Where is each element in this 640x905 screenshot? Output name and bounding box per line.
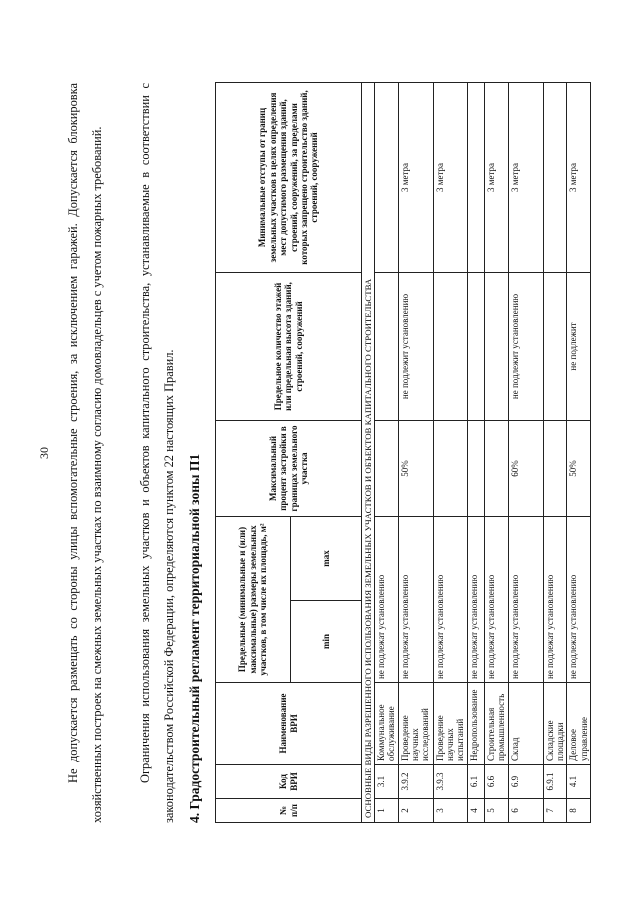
header-min: min	[291, 600, 362, 682]
table-row	[398, 82, 433, 822]
header-num: № п/п	[216, 798, 362, 822]
row-floors	[375, 272, 399, 420]
header-name: Наименование ВРИ	[216, 682, 362, 764]
row-num: 1	[375, 798, 399, 822]
row-num: 5	[484, 798, 508, 822]
page-number: 30	[37, 446, 51, 459]
row-setback: 3 метра	[484, 82, 508, 272]
row-percent: 50%	[567, 420, 591, 516]
row-size: не подлежат установлению	[567, 516, 591, 682]
row-setback: 3 метра	[567, 82, 591, 272]
row-name: Складские площадки	[543, 682, 567, 764]
rotated-page	[15, 23, 625, 883]
table-row	[484, 82, 508, 822]
row-size: не подлежат установлению	[375, 516, 399, 682]
row-floors	[467, 272, 484, 420]
row-size: не подлежат установлению	[484, 516, 508, 682]
header-percent: Максимальный процент застройки в границах земельного участка	[216, 420, 362, 516]
table-row	[567, 82, 591, 822]
row-percent: 50%	[398, 420, 433, 516]
row-name: Недропользование	[467, 682, 484, 764]
row-setback: 3 метра	[398, 82, 433, 272]
row-floors	[484, 272, 508, 420]
table-row	[467, 82, 484, 822]
row-code: 3.9.3	[433, 764, 467, 798]
row-name: Коммунальное обслуживание	[375, 682, 399, 764]
row-percent	[433, 420, 467, 516]
row-code: 4.1	[567, 764, 591, 798]
row-setback	[375, 82, 399, 272]
header-setback: Минимальные отступы от границ земельных участков в целях определения мест допустимого размещения зданий, строений, сооружений, за пределами которых запрещено строительство зданий, строений, сооружений	[216, 82, 362, 272]
table-row	[508, 82, 543, 822]
row-setback: 3 метра	[508, 82, 543, 272]
row-setback	[543, 82, 567, 272]
header-max: max	[291, 516, 362, 600]
row-size: не подлежат установлению	[467, 516, 484, 682]
table-row	[543, 82, 567, 822]
row-code: 6.9.1	[543, 764, 567, 798]
row-code: 6.6	[484, 764, 508, 798]
row-name: Проведение научных исследований	[398, 682, 433, 764]
row-name: Строительная промышленность	[484, 682, 508, 764]
paragraph-2: Ограничения использования земельных участков и объектов капитального строительства, устанавливаемые в соответствии с законодательством Российской Федерации, определяются пунктом 22 настоящих Правил.	[138, 82, 176, 823]
row-floors: не подлежит установлению	[508, 272, 543, 420]
paragraph-1: Не допускается размещать со стороны улицы вспомогательные строения, за исключением гаражей. Допускается блокировка хозяйственных построек на смежных земельных участках по взаимному согласию домовладельцев с учетом пожарных требований.	[66, 82, 104, 823]
row-num: 7	[543, 798, 567, 822]
section-title: ОСНОВНЫЕ ВИДЫ РАЗРЕШЕННОГО ИСПОЛЬЗОВАНИЯ ЗЕМЕЛЬНЫХ УЧАСТКОВ И ОБЪЕКТОВ КАПИТАЛЬНОГО СТРОИТЕЛЬСТВА	[362, 82, 375, 822]
row-percent	[467, 420, 484, 516]
row-setback: 3 метра	[433, 82, 467, 272]
row-floors	[543, 272, 567, 420]
table-row	[433, 82, 467, 822]
row-name: Деловое управление	[567, 682, 591, 764]
section-heading: 4. Градостроительный регламент территориальной зоны П1	[187, 453, 202, 823]
row-percent	[375, 420, 399, 516]
row-percent: 60%	[508, 420, 543, 516]
row-num: 4	[467, 798, 484, 822]
row-size: не подлежат установлению	[508, 516, 543, 682]
row-num: 2	[398, 798, 433, 822]
row-percent	[543, 420, 567, 516]
row-num: 6	[508, 798, 543, 822]
row-name: Проведение научных испытаний	[433, 682, 467, 764]
row-code: 6.9	[508, 764, 543, 798]
header-floors: Предельное количество этажей или предельная высота зданий, строений, сооружений	[216, 272, 362, 420]
row-floors: не подлежит	[567, 272, 591, 420]
row-floors	[433, 272, 467, 420]
header-code: Код ВРИ	[216, 764, 362, 798]
row-code: 6.1	[467, 764, 484, 798]
row-floors: не подлежит установлению	[398, 272, 433, 420]
header-size-group: Предельные (минимальные и (или) максимальные) размеры земельных участков, в том числе их площадь, м²	[216, 516, 291, 682]
row-size: не подлежат установлению	[433, 516, 467, 682]
row-code: 3.9.2	[398, 764, 433, 798]
row-num: 8	[567, 798, 591, 822]
regulation-table	[215, 81, 591, 822]
row-size: не подлежат установлению	[543, 516, 567, 682]
row-percent	[484, 420, 508, 516]
row-num: 3	[433, 798, 467, 822]
row-size: не подлежат установлению	[398, 516, 433, 682]
row-name: Склад	[508, 682, 543, 764]
row-setback	[467, 82, 484, 272]
row-code: 3.1	[375, 764, 399, 798]
table-row	[375, 82, 399, 822]
